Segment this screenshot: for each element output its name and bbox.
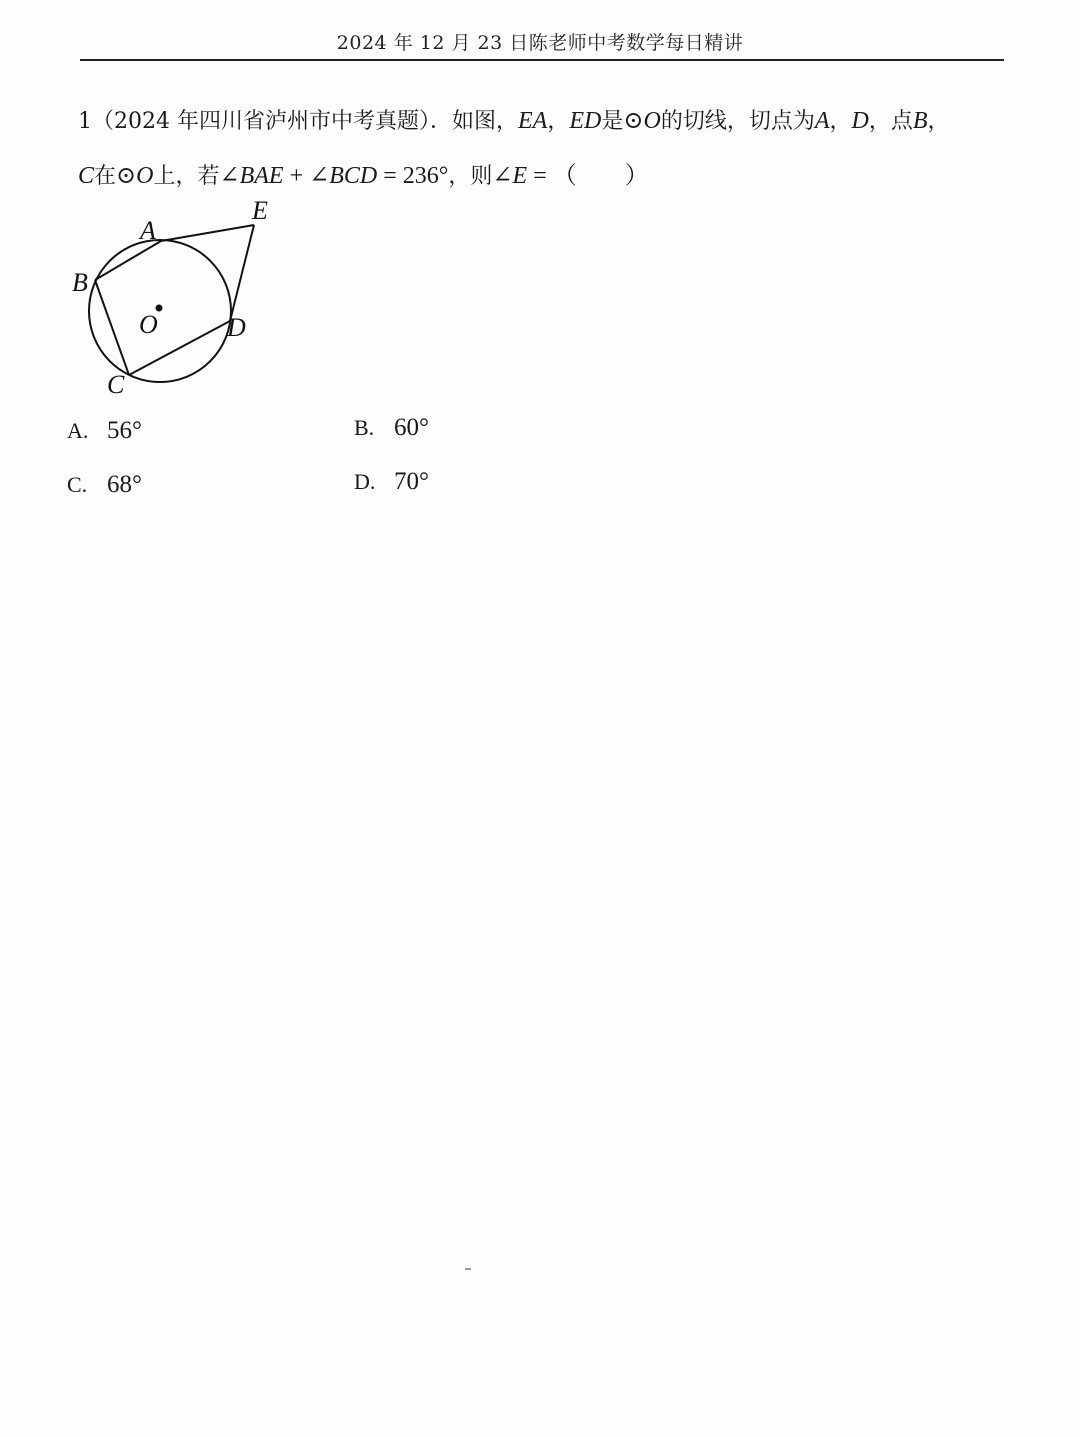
point-b: B	[912, 108, 928, 134]
segment-ea: EA	[518, 108, 548, 134]
option-a-value: 56°	[107, 417, 142, 444]
option-c	[67, 471, 142, 499]
angle-bcd: ∠BCD	[309, 163, 378, 189]
angle-e: ∠E	[492, 163, 528, 189]
if-text: 上，若	[153, 164, 220, 189]
option-d-letter: D.	[354, 469, 376, 494]
punctuation: ，	[927, 109, 950, 134]
segment-bc	[95, 280, 129, 375]
option-d-value: 70°	[394, 468, 429, 495]
segment-ed: ED	[569, 108, 602, 134]
tangent-ea	[161, 225, 254, 241]
point-text: ，点	[868, 109, 913, 134]
question-source: （2024 年四川省泸州市中考真题）	[92, 109, 430, 134]
option-b	[354, 414, 429, 442]
tangent-text: 的切线，切点为	[660, 109, 815, 134]
point-a: A	[814, 108, 830, 134]
circle-o-symbol: ⊙O	[623, 108, 661, 134]
label-d: D	[227, 313, 246, 342]
then-text: ，则	[448, 164, 493, 189]
option-b-value: 60°	[394, 414, 429, 441]
question-intro: ．如图，	[429, 109, 518, 134]
question-line-2	[78, 155, 649, 190]
question-number: 1	[78, 109, 92, 134]
page-header-title: 2024 年 12 月 23 日陈老师中考数学每日精讲	[336, 32, 744, 54]
label-o: O	[139, 310, 158, 339]
angle-bae: ∠BAE	[219, 163, 284, 189]
option-c-letter: C.	[67, 472, 88, 497]
label-e: E	[252, 196, 268, 225]
text-is: 是	[601, 109, 624, 134]
answer-blank: = （ ）	[527, 163, 649, 189]
point-d: D	[851, 108, 869, 134]
label-c: C	[107, 370, 125, 399]
punctuation: ，	[829, 109, 852, 134]
option-d	[354, 468, 429, 496]
on-text: 在	[94, 164, 117, 189]
tangent-ed	[230, 225, 254, 321]
option-a	[67, 417, 142, 445]
scan-speck	[465, 1268, 471, 1270]
point-c: C	[78, 163, 95, 189]
plus-sign: +	[283, 163, 310, 189]
equals-value: = 236°	[377, 163, 449, 189]
header-divider	[80, 59, 1004, 61]
option-c-value: 68°	[107, 471, 142, 498]
option-b-letter: B.	[354, 415, 375, 440]
circle-o-symbol-2: ⊙O	[116, 163, 154, 189]
label-a: A	[140, 216, 156, 245]
punctuation: ，	[547, 109, 570, 134]
geometry-diagram	[60, 195, 300, 405]
label-b: B	[72, 268, 88, 297]
option-a-letter: A.	[67, 418, 89, 443]
question-line-1	[78, 104, 950, 135]
